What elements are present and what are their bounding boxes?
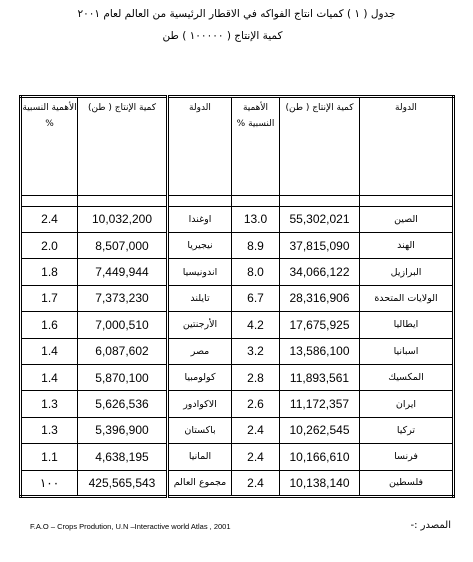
country-cell: مصر (168, 338, 232, 364)
production-cell: 34,066,122 (280, 259, 360, 285)
country-cell: تركيا (360, 417, 454, 443)
country-cell: ايطاليا (360, 312, 454, 338)
production-cell: 7,449,944 (78, 259, 168, 285)
header-importance-right: الأهمية النسبية % (232, 97, 280, 196)
header-importance-left: الأهمية النسبية % (21, 97, 78, 196)
country-cell: اندونيسيا (168, 259, 232, 285)
header-production-right: كمية الإنتاج ( طن) (280, 97, 360, 196)
importance-cell: 2.4 (232, 417, 280, 443)
country-cell: الصين (360, 206, 454, 232)
importance-cell: 4.2 (232, 312, 280, 338)
importance-cell: 1.7 (21, 285, 78, 311)
table-title: جدول ( ١ ) كميات انتاج الفواكه في الاقطار الرئيسية من العالم لعام ٢٠٠١ (77, 8, 396, 20)
importance-cell: 1.4 (21, 364, 78, 390)
table-row (21, 444, 454, 470)
production-cell: 28,316,906 (280, 285, 360, 311)
importance-cell: 2.4 (21, 206, 78, 232)
country-cell: نيجيريا (168, 232, 232, 258)
table-row (21, 285, 454, 311)
table-row (21, 338, 454, 364)
production-cell: 55,302,021 (280, 206, 360, 232)
production-cell: 10,032,200 (78, 206, 168, 232)
table-subtitle: كمية الإنتاج ( ١٠٠٠٠٠ ) طن (162, 30, 283, 42)
production-cell: 7,373,230 (78, 285, 168, 311)
importance-cell: 2.0 (21, 232, 78, 258)
header-country-right: الدولة (360, 97, 454, 196)
importance-cell: 3.2 (232, 338, 280, 364)
country-cell: المكسيك (360, 364, 454, 390)
table-row (21, 391, 454, 417)
country-cell: البرازيل (360, 259, 454, 285)
production-cell: 7,000,510 (78, 312, 168, 338)
importance-cell: ١٠٠ (21, 470, 78, 496)
country-cell: فرنسا (360, 444, 454, 470)
production-cell: 425,565,543 (78, 470, 168, 496)
spacer-row (21, 195, 454, 206)
country-cell: الاكوادور (168, 391, 232, 417)
production-cell: 13,586,100 (280, 338, 360, 364)
country-cell: تايلند (168, 285, 232, 311)
importance-cell: 2.4 (232, 444, 280, 470)
country-cell: اسبانيا (360, 338, 454, 364)
importance-cell: 6.7 (232, 285, 280, 311)
country-cell: الأرجنتين (168, 312, 232, 338)
header-row (21, 97, 454, 196)
importance-cell: 1.6 (21, 312, 78, 338)
importance-cell: 8.0 (232, 259, 280, 285)
production-cell: 10,166,610 (280, 444, 360, 470)
production-cell: 37,815,090 (280, 232, 360, 258)
importance-cell: 2.8 (232, 364, 280, 390)
production-cell: 11,172,357 (280, 391, 360, 417)
country-cell: ايران (360, 391, 454, 417)
importance-cell: 1.3 (21, 417, 78, 443)
country-cell: الهند (360, 232, 454, 258)
importance-cell: 1.1 (21, 444, 78, 470)
production-cell: 5,870,100 (78, 364, 168, 390)
importance-cell: 2.6 (232, 391, 280, 417)
table-row (21, 417, 454, 443)
header-country-left: الدولة (168, 97, 232, 196)
importance-cell: 1.4 (21, 338, 78, 364)
production-cell: 17,675,925 (280, 312, 360, 338)
table-row (21, 232, 454, 258)
country-cell: اوغندا (168, 206, 232, 232)
production-cell: 11,893,561 (280, 364, 360, 390)
production-cell: 5,626,536 (78, 391, 168, 417)
table-row (21, 259, 454, 285)
header-production-left: كمية الإنتاج ( طن) (78, 97, 168, 196)
country-cell: الولايات المتحدة (360, 285, 454, 311)
production-cell: 10,138,140 (280, 470, 360, 496)
importance-cell: 1.8 (21, 259, 78, 285)
importance-cell: 13.0 (232, 206, 280, 232)
source-citation: F.A.O – Crops Prodution, U.N –Interactive world Atlas , 2001 (30, 522, 231, 531)
importance-cell: 1.3 (21, 391, 78, 417)
production-cell: 5,396,900 (78, 417, 168, 443)
country-cell: باكستان (168, 417, 232, 443)
country-cell: مجموع العالم (168, 470, 232, 496)
table-row (21, 206, 454, 232)
production-cell: 10,262,545 (280, 417, 360, 443)
production-cell: 4,638,195 (78, 444, 168, 470)
source-label: المصدر :- (410, 520, 451, 531)
production-table (19, 95, 455, 498)
country-cell: المانيا (168, 444, 232, 470)
table-row (21, 364, 454, 390)
table-row (21, 470, 454, 496)
country-cell: كولومبيا (168, 364, 232, 390)
importance-cell: 2.4 (232, 470, 280, 496)
production-cell: 6,087,602 (78, 338, 168, 364)
production-cell: 8,507,000 (78, 232, 168, 258)
country-cell: فلسطين (360, 470, 454, 496)
importance-cell: 8.9 (232, 232, 280, 258)
table-row (21, 312, 454, 338)
